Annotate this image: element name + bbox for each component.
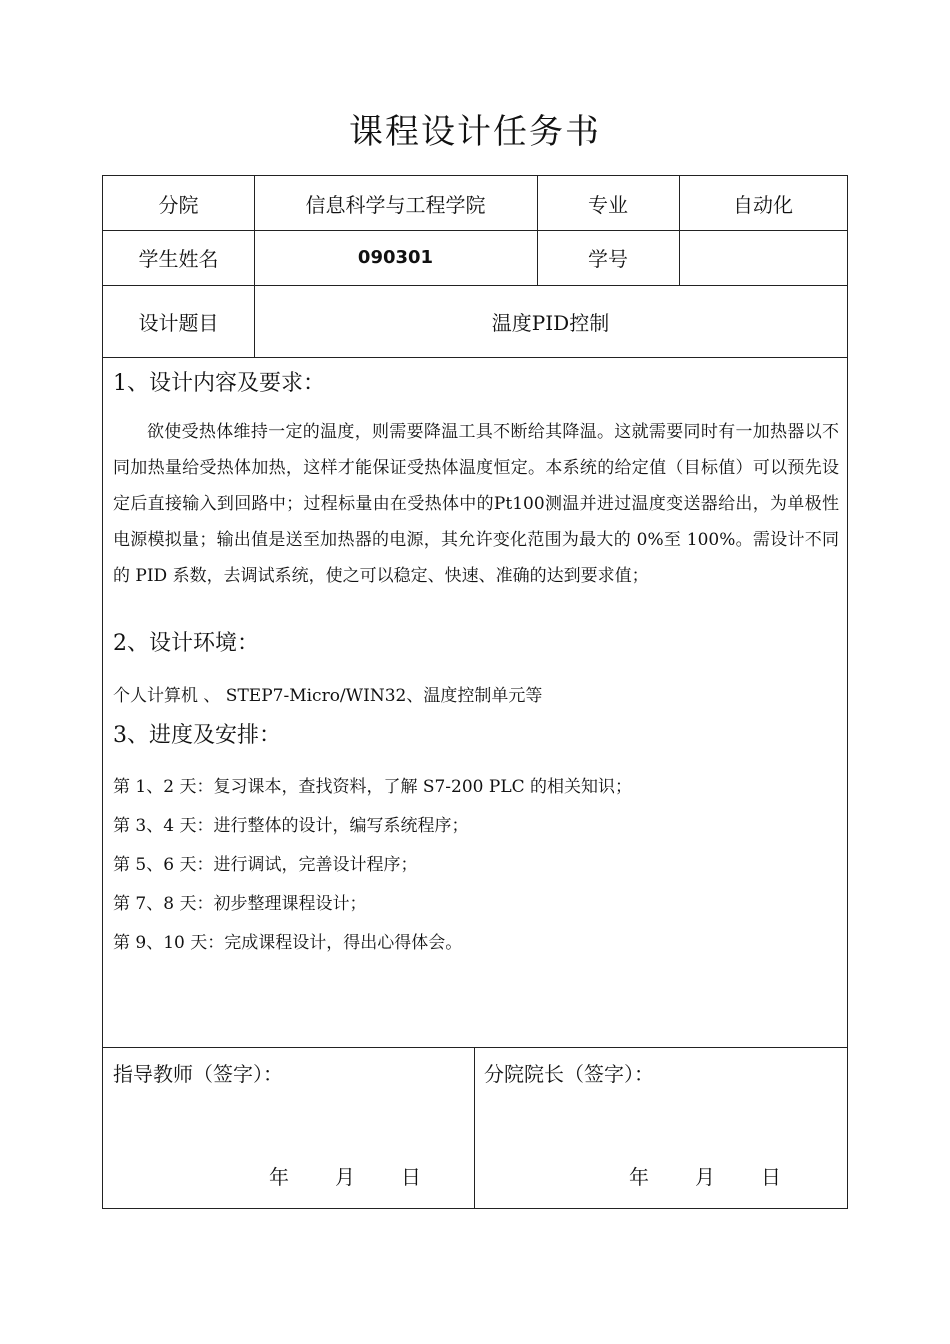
schedule-item: 第 9、10 天：完成课程设计，得出心得体会。 [113, 933, 463, 953]
id-value [679, 230, 847, 285]
section2-text: 个人计算机 、 STEP7-Micro/WIN32、温度控制单元等 [113, 686, 543, 706]
page-title: 课程设计任务书 [349, 112, 601, 152]
section2-heading: 2、设计环境： [113, 631, 259, 656]
topic-label: 设计题目 [138, 310, 219, 335]
id-label: 学号 [588, 247, 628, 271]
advisor-signature-label: 指导教师（签字）： [113, 1062, 283, 1086]
dept-label: 分院 [158, 192, 199, 217]
day-label: 日 [401, 1165, 421, 1189]
month-label: 月 [335, 1165, 355, 1189]
year-label: 年 [269, 1165, 289, 1189]
month-label: 月 [695, 1165, 715, 1189]
schedule-item: 第 1、2 天：复习课本，查找资料，了解 S7-200 PLC 的相关知识； [113, 777, 633, 797]
major-value: 自动化 [733, 192, 793, 217]
row-divider [103, 1047, 847, 1048]
col-divider [474, 1047, 475, 1209]
schedule-item: 第 5、6 天：进行调试，完善设计程序； [113, 855, 418, 875]
name-value: 090301 [357, 247, 434, 268]
section1-heading: 1、设计内容及要求： [113, 371, 325, 396]
section3-heading: 3、进度及安排： [113, 723, 281, 748]
major-label: 专业 [588, 192, 628, 217]
schedule-item: 第 7、8 天：初步整理课程设计； [113, 894, 367, 914]
day-label: 日 [761, 1165, 781, 1189]
task-table [102, 175, 848, 1209]
dean-date [629, 1161, 781, 1190]
row-divider [103, 357, 847, 358]
dept-value: 信息科学与工程学院 [305, 192, 486, 217]
year-label: 年 [629, 1165, 649, 1189]
section1-text: 欲使受热体维持一定的温度，则需要降温工具不断给其降温。这就需要同时有一加热器以不同加热量给受热体加热，这样才能保证受热体温度恒定。本系统的给定值（目标值）可以预先设定后直接输入到回路中；过程标量由在受热体中的Pt100测温并进过温度变送器给出，为单极性电源模拟量；输出值是送至加热器的电源，其允许变化范围为最大的 0%至 100%。需设计不同的 PID 系数，去调试系统，使之可以稳定、快速、准确的达到要求值； [113, 422, 839, 586]
advisor-date [269, 1161, 421, 1190]
topic-value: 温度PID控制 [491, 310, 610, 335]
dean-signature-label: 分院院长（签字）： [484, 1062, 654, 1086]
name-label: 学生姓名 [138, 247, 219, 271]
schedule-item: 第 3、4 天：进行整体的设计，编写系统程序； [113, 816, 469, 836]
